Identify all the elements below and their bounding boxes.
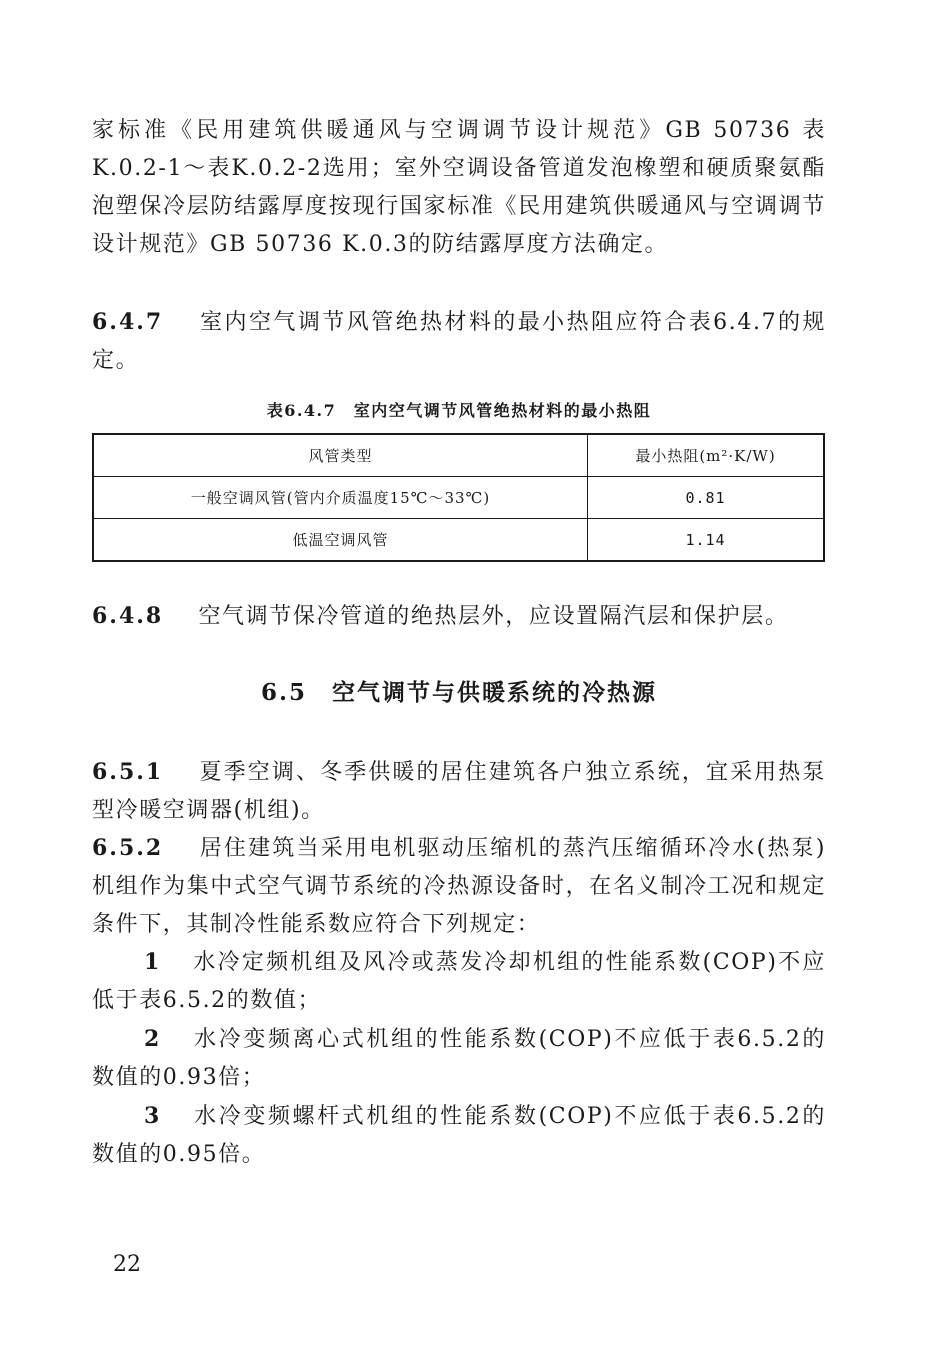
item-number: 3 [144, 1103, 161, 1129]
clause-text: 室内空气调节风管绝热材料的最小热阻应符合表6.4.7的规定。 [92, 310, 827, 373]
item-number: 1 [144, 949, 161, 975]
list-item-1 [92, 943, 826, 1020]
clause-number: 6.4.7 [92, 309, 164, 335]
item-text: 水冷变频离心式机组的性能系数(COP)不应低于表6.5.2的数值的0.93倍； [92, 1027, 827, 1090]
page-number: 22 [113, 1252, 141, 1277]
table-row [93, 477, 824, 519]
item-text: 水冷变频螺杆式机组的性能系数(COP)不应低于表6.5.2的数值的0.95倍。 [92, 1104, 827, 1167]
item-text: 水冷定频机组及风冷或蒸发冷却机组的性能系数(COP)不应低于表6.5.2的数值； [92, 950, 827, 1013]
clause-text: 居住建筑当采用电机驱动压缩机的蒸汽压缩循环冷水(热泵)机组作为集中式空气调节系统的冷热源设备时，在名义制冷工况和规定条件下，其制冷性能系数应符合下列规定： [92, 836, 827, 937]
clause-6-5-1 [92, 753, 826, 830]
clause-6-4-7 [92, 303, 826, 380]
continued-paragraph [92, 112, 826, 264]
resistance-value-cell: 0.81 [588, 477, 824, 519]
duct-type-cell: 一般空调风管(管内介质温度15℃～33℃) [93, 477, 588, 519]
item-number: 2 [144, 1026, 161, 1052]
clause-6-5-2 [92, 829, 826, 944]
clause-6-4-8 [92, 597, 826, 636]
thermal-resistance-table [92, 433, 825, 562]
resistance-value-cell: 1.14 [588, 519, 824, 562]
paragraph-text: 家标准《民用建筑供暖通风与空调调节设计规范》GB 50736 表K.0.2-1～表K.0.2-2选用；室外空调设备管道发泡橡塑和硬质聚氨酯泡塑保冷层防结露厚度按现行国家标准《民用建筑供暖通风与空调调节设计规范》GB 50736 K.0.3的防结露厚度方法确定。 [92, 118, 826, 257]
duct-type-cell: 低温空调风管 [93, 519, 588, 562]
clause-number: 6.4.8 [92, 603, 164, 629]
clause-text: 夏季空调、冬季供暖的居住建筑各户独立系统，宜采用热泵型冷暖空调器(机组)。 [92, 760, 827, 823]
clause-number: 6.5.1 [92, 759, 164, 785]
list-item-2 [92, 1020, 826, 1097]
clause-text: 空气调节保冷管道的绝热层外，应设置隔汽层和保护层。 [198, 604, 789, 629]
table-header-row [93, 434, 824, 477]
section-heading: 6.5 空气调节与供暖系统的冷热源 [260, 679, 657, 706]
header-duct-type: 风管类型 [93, 434, 588, 477]
header-min-resistance: 最小热阻(m²·K/W) [588, 434, 824, 477]
table-row [93, 519, 824, 562]
list-item-3 [92, 1097, 826, 1174]
clause-number: 6.5.2 [92, 835, 164, 861]
table-title: 表6.4.7 室内空气调节风管绝热材料的最小热阻 [266, 401, 652, 420]
